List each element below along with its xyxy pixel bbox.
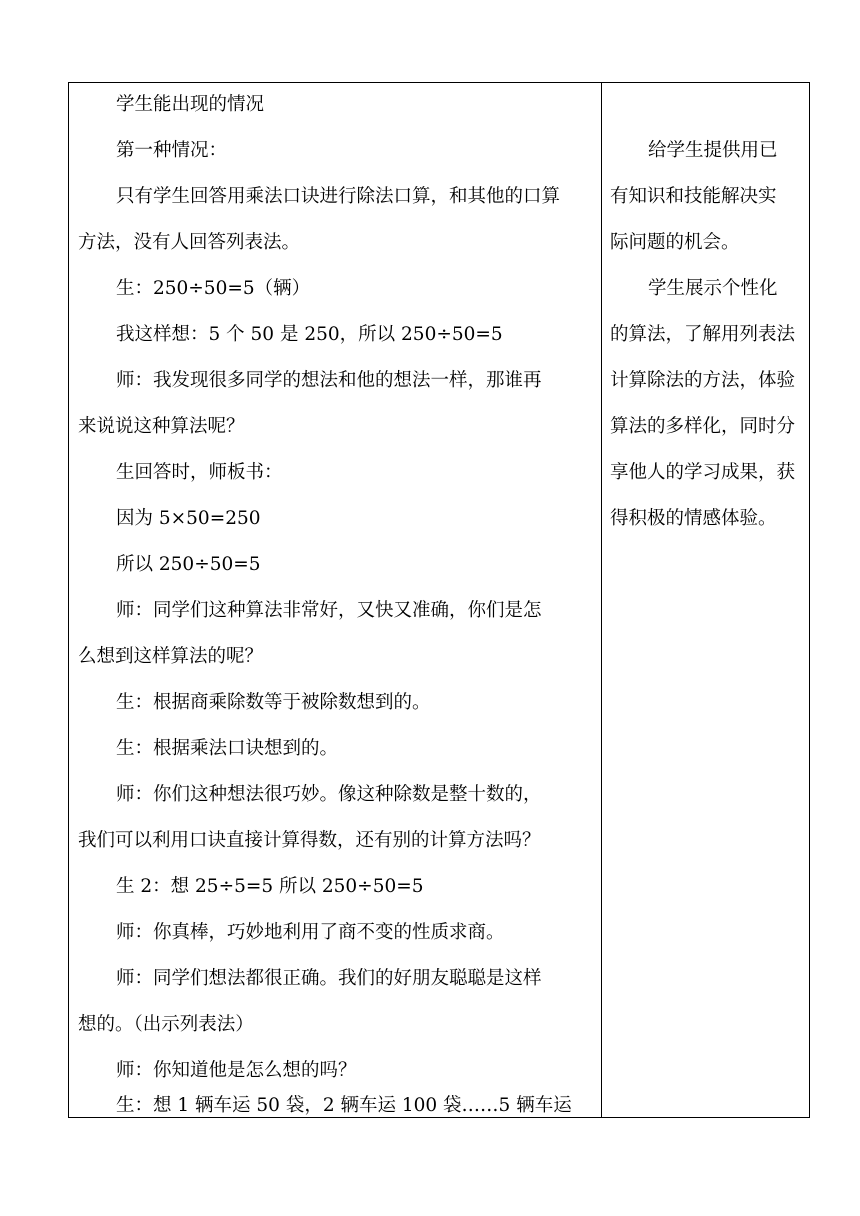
text-line: 生：想 1 辆车运 50 袋，2 辆车运 100 袋……5 辆车运 — [116, 1095, 572, 1116]
text-line: 给学生提供用已 — [648, 140, 778, 161]
text-line: 我这样想：5 个 50 是 250，所以 250÷50=5 — [116, 324, 503, 345]
text-line: 学生能出现的情况 — [116, 94, 265, 115]
text-line: 得积极的情感体验。 — [610, 508, 777, 529]
text-line: 生：根据商乘除数等于被除数想到的。 — [116, 692, 431, 713]
text-line: 师：我发现很多同学的想法和他的想法一样，那谁再 — [116, 370, 542, 391]
text-line: 师：同学们想法都很正确。我们的好朋友聪聪是这样 — [116, 968, 542, 989]
text-line: 我们可以利用口诀直接计算得数，还有别的计算方法吗？ — [78, 830, 541, 851]
text-line: 师：你真棒，巧妙地利用了商不变的性质求商。 — [116, 922, 505, 943]
text-line: 师：同学们这种算法非常好，又快又准确，你们是怎 — [116, 600, 542, 621]
text-line: 来说说这种算法呢？ — [78, 416, 245, 437]
text-line: 生 2：想 25÷5=5 所以 250÷50=5 — [116, 876, 424, 897]
text-line: 享他人的学习成果，获 — [610, 462, 796, 483]
text-line: 么想到这样算法的呢？ — [78, 646, 264, 667]
text-line: 师：你知道他是怎么想的吗？ — [116, 1060, 357, 1081]
text-line: 生回答时，师板书： — [116, 462, 283, 483]
text-line: 算法的多样化，同时分 — [610, 416, 796, 437]
text-line: 生：根据乘法口诀想到的。 — [116, 738, 339, 759]
text-line: 所以 250÷50=5 — [116, 554, 261, 575]
column-divider — [601, 82, 602, 1118]
text-line: 想的。（出示列表法） — [78, 1014, 254, 1035]
text-line: 方法，没有人回答列表法。 — [78, 232, 301, 253]
text-line: 学生展示个性化 — [648, 278, 778, 299]
text-line: 有知识和技能解决实 — [610, 186, 777, 207]
text-line: 计算除法的方法，体验 — [610, 370, 796, 391]
text-line: 第一种情况： — [116, 140, 228, 161]
text-line: 因为 5×50=250 — [116, 508, 261, 529]
text-line: 的算法，了解用列表法 — [610, 324, 796, 345]
text-line: 只有学生回答用乘法口诀进行除法口算，和其他的口算 — [116, 186, 561, 207]
text-line: 际问题的机会。 — [610, 232, 740, 253]
text-line: 师：你们这种想法很巧妙。像这种除数是整十数的， — [116, 784, 542, 805]
text-line: 生：250÷50=5（辆） — [116, 278, 311, 299]
